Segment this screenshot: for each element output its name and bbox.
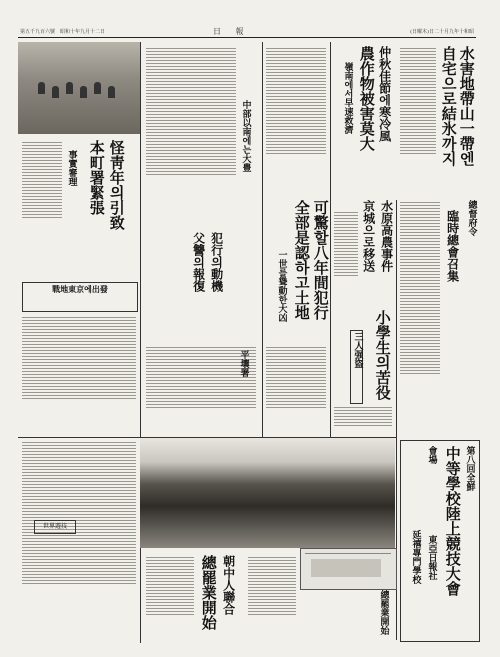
article-bottom-left xyxy=(22,440,136,640)
headline-joint: 朝中人聯合 xyxy=(221,555,236,615)
ad-text: 總罷業開始 xyxy=(378,590,389,635)
article-right-body xyxy=(400,200,440,440)
advertisement-box xyxy=(300,548,397,590)
mountain-photo xyxy=(140,438,395,548)
sports-sponsor: 東亞日報社 xyxy=(426,535,437,580)
headline-flood-region: 水害地帶山一帶엔 xyxy=(457,46,476,166)
headline-confession: 全部是認하고土地 xyxy=(292,200,311,320)
headline-general-meeting: 臨時總會召集 xyxy=(445,210,460,282)
sports-edition: 第八回全鮮 xyxy=(464,446,475,491)
headline-general-strike: 總罷業開始 xyxy=(199,555,218,630)
headline-station-alert: 本町署緊張 xyxy=(87,140,106,215)
article-tokyo-body xyxy=(22,315,136,435)
article-crime-body xyxy=(266,345,326,433)
masthead xyxy=(18,25,476,38)
headline-notice-top: 總督府令 xyxy=(466,200,477,236)
headline-suwon-case: 水原高農事件 xyxy=(379,200,394,272)
headline-tokyo-departure: 戰地東京에出發 xyxy=(22,282,138,312)
headline-eight-year-crime: 可驚할八年間犯行 xyxy=(311,200,330,320)
masthead-title: 日 報 xyxy=(213,27,250,36)
headline-crop-damage: 農作物被害莫大 xyxy=(357,46,376,151)
headline-world-games: 世界遊技 xyxy=(34,520,76,534)
masthead-left: 第五千九百六號 昭和十年九月十二日 xyxy=(20,29,106,35)
headline-harvest: 中部以南에는大豊 xyxy=(240,100,251,172)
headline-sports-meet: 中等學校陸上競技大會 xyxy=(443,446,462,596)
headline-sensation: 一世를聳動한大凶 xyxy=(276,250,287,322)
headline-relief: 嶺南에서早速救濟 xyxy=(342,62,353,134)
headline-revenge: 父讐의報復 xyxy=(191,232,206,292)
sports-venue-label: 會場 xyxy=(426,446,437,464)
headline-motive: 犯行의動機 xyxy=(209,232,224,292)
headline-suspect-arrest: 怪靑年의引致 xyxy=(107,140,126,230)
headline-child-labor: 小學生의苦役 xyxy=(373,310,392,400)
article-left-body xyxy=(22,140,62,250)
headline-police: 平壤署 xyxy=(238,350,249,377)
article-suwon-body xyxy=(334,210,358,300)
headline-transfer: 京城으로移送 xyxy=(361,200,376,272)
article-harvest-body xyxy=(146,46,236,226)
headline-fact-review: 事實審理 xyxy=(66,150,77,186)
sports-host: 延禧專門學校 xyxy=(410,530,421,584)
headline-home-ice: 自宅으로結氷까지 xyxy=(439,46,458,166)
headline-robbers: 三人强盜 xyxy=(350,330,363,404)
headline-autumn-cold: 仲秋佳節에寒冷風 xyxy=(377,46,392,142)
masthead-right: (日曜木)日二十月九年十和昭 xyxy=(410,29,474,35)
article-strike-body xyxy=(146,555,194,640)
article-crop-body xyxy=(266,46,326,196)
article-strike-body-2 xyxy=(248,555,296,640)
article-robbers-body xyxy=(334,405,392,435)
classroom-photo xyxy=(18,42,140,134)
article-flood-body xyxy=(400,46,436,196)
